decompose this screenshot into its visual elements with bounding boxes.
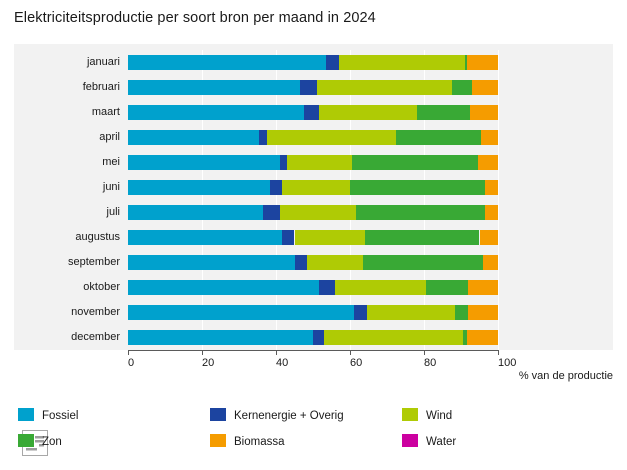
x-tick xyxy=(350,350,351,355)
bar-segment[interactable] xyxy=(128,55,326,70)
category-label: augustus xyxy=(75,231,120,243)
category-label: oktober xyxy=(83,281,120,293)
bar-segment[interactable] xyxy=(480,230,499,245)
legend-item[interactable] xyxy=(18,434,62,448)
bar-segment[interactable] xyxy=(128,155,280,170)
bar-segment[interactable] xyxy=(350,180,485,195)
legend-label: Fossiel xyxy=(42,410,79,422)
bar-segment[interactable] xyxy=(356,205,486,220)
bar-segment[interactable] xyxy=(295,255,308,270)
bar-segment[interactable] xyxy=(326,55,339,70)
category-label: januari xyxy=(86,56,120,68)
bar-segment[interactable] xyxy=(339,55,465,70)
x-axis-line xyxy=(128,350,498,351)
bar-segment[interactable] xyxy=(128,255,295,270)
page-title: Elektriciteitsproductie per soort bron per maand in 2024 xyxy=(14,10,376,26)
bar-segment[interactable] xyxy=(426,280,469,295)
category-label: april xyxy=(99,131,120,143)
bar-segment[interactable] xyxy=(472,80,498,95)
legend-item[interactable] xyxy=(402,408,452,422)
bar-segment[interactable] xyxy=(282,230,295,245)
bar-segment[interactable] xyxy=(396,130,481,145)
category-label: mei xyxy=(102,156,120,168)
bar-segment[interactable] xyxy=(468,280,498,295)
bar-segment[interactable] xyxy=(485,205,498,220)
bar-segment[interactable] xyxy=(304,105,319,120)
category-label: november xyxy=(71,306,120,318)
legend-label: Kernenergie + Overig xyxy=(234,410,344,422)
legend-swatch xyxy=(210,434,226,447)
x-tick xyxy=(276,350,277,355)
bar-segment[interactable] xyxy=(470,105,498,120)
bar-segment[interactable] xyxy=(300,80,317,95)
category-label: juli xyxy=(106,206,120,218)
bar-segment[interactable] xyxy=(363,255,483,270)
x-tick xyxy=(202,350,203,355)
bar-segment[interactable] xyxy=(317,80,452,95)
bar-segment[interactable] xyxy=(352,155,478,170)
bar-segment[interactable] xyxy=(128,105,304,120)
category-label: september xyxy=(68,256,120,268)
bar-segment[interactable] xyxy=(307,255,363,270)
legend-swatch xyxy=(18,434,34,447)
bar-segment[interactable] xyxy=(365,230,480,245)
bar-segment[interactable] xyxy=(128,330,313,345)
bar-segment[interactable] xyxy=(319,280,336,295)
bar-segment[interactable] xyxy=(128,180,270,195)
bar-segment[interactable] xyxy=(267,130,397,145)
bar-segment[interactable] xyxy=(128,130,259,145)
bar-segment[interactable] xyxy=(467,55,498,70)
x-axis-title: % van de productie xyxy=(518,370,613,382)
bar-segment[interactable] xyxy=(128,280,319,295)
bar-segment[interactable] xyxy=(324,330,463,345)
x-tick xyxy=(424,350,425,355)
bar-segment[interactable] xyxy=(478,155,498,170)
bar-segment[interactable] xyxy=(455,305,468,320)
bar-segment[interactable] xyxy=(282,180,350,195)
category-label: februari xyxy=(82,81,120,93)
legend-swatch xyxy=(18,408,34,421)
bar-segment[interactable] xyxy=(280,205,356,220)
bar-segment[interactable] xyxy=(270,180,281,195)
x-tick xyxy=(128,350,129,355)
legend-item[interactable] xyxy=(402,434,456,448)
bar-segment[interactable] xyxy=(485,180,498,195)
bar-segment[interactable] xyxy=(417,105,471,120)
bar-segment[interactable] xyxy=(280,155,287,170)
chart-legend xyxy=(14,408,613,460)
legend-label: Zon xyxy=(42,436,62,448)
category-label: maart xyxy=(91,106,120,118)
bar-segment[interactable] xyxy=(319,105,417,120)
bar-segment[interactable] xyxy=(295,230,365,245)
bar-segment[interactable] xyxy=(468,305,498,320)
bar-segment[interactable] xyxy=(128,305,354,320)
legend-item[interactable] xyxy=(210,408,344,422)
legend-label: Water xyxy=(426,436,457,448)
category-label: juni xyxy=(102,181,120,193)
x-tick xyxy=(498,350,499,355)
bar-segment[interactable] xyxy=(263,205,280,220)
bar-segment[interactable] xyxy=(452,80,472,95)
bar-segment[interactable] xyxy=(467,330,498,345)
bar-segment[interactable] xyxy=(128,80,300,95)
bar-segment[interactable] xyxy=(335,280,426,295)
legend-label: Biomassa xyxy=(234,436,285,448)
legend-label: Wind xyxy=(426,410,453,422)
bar-segment[interactable] xyxy=(483,255,498,270)
bar-segment[interactable] xyxy=(259,130,266,145)
bar-segment[interactable] xyxy=(287,155,352,170)
chart-root: Elektriciteitsproductie per soort bron per maand in 2024 januari februari maart april mei juni juli augustus september oktober november december 0 20 40 60 80 100 % van de productie Fossiel Kernenergie + Overig Wind Zon Biomassa Water xyxy=(0,0,627,470)
legend-item[interactable] xyxy=(210,434,285,448)
bar-segment[interactable] xyxy=(354,305,367,320)
legend-swatch xyxy=(402,408,418,421)
legend-swatch xyxy=(402,434,418,447)
legend-swatch xyxy=(210,408,226,421)
legend-item[interactable] xyxy=(18,408,78,422)
category-label: december xyxy=(71,331,120,343)
bar-segment[interactable] xyxy=(481,130,498,145)
bar-segment[interactable] xyxy=(367,305,456,320)
bar-segment[interactable] xyxy=(128,205,263,220)
bar-segment[interactable] xyxy=(313,330,324,345)
bar-segment[interactable] xyxy=(128,230,282,245)
